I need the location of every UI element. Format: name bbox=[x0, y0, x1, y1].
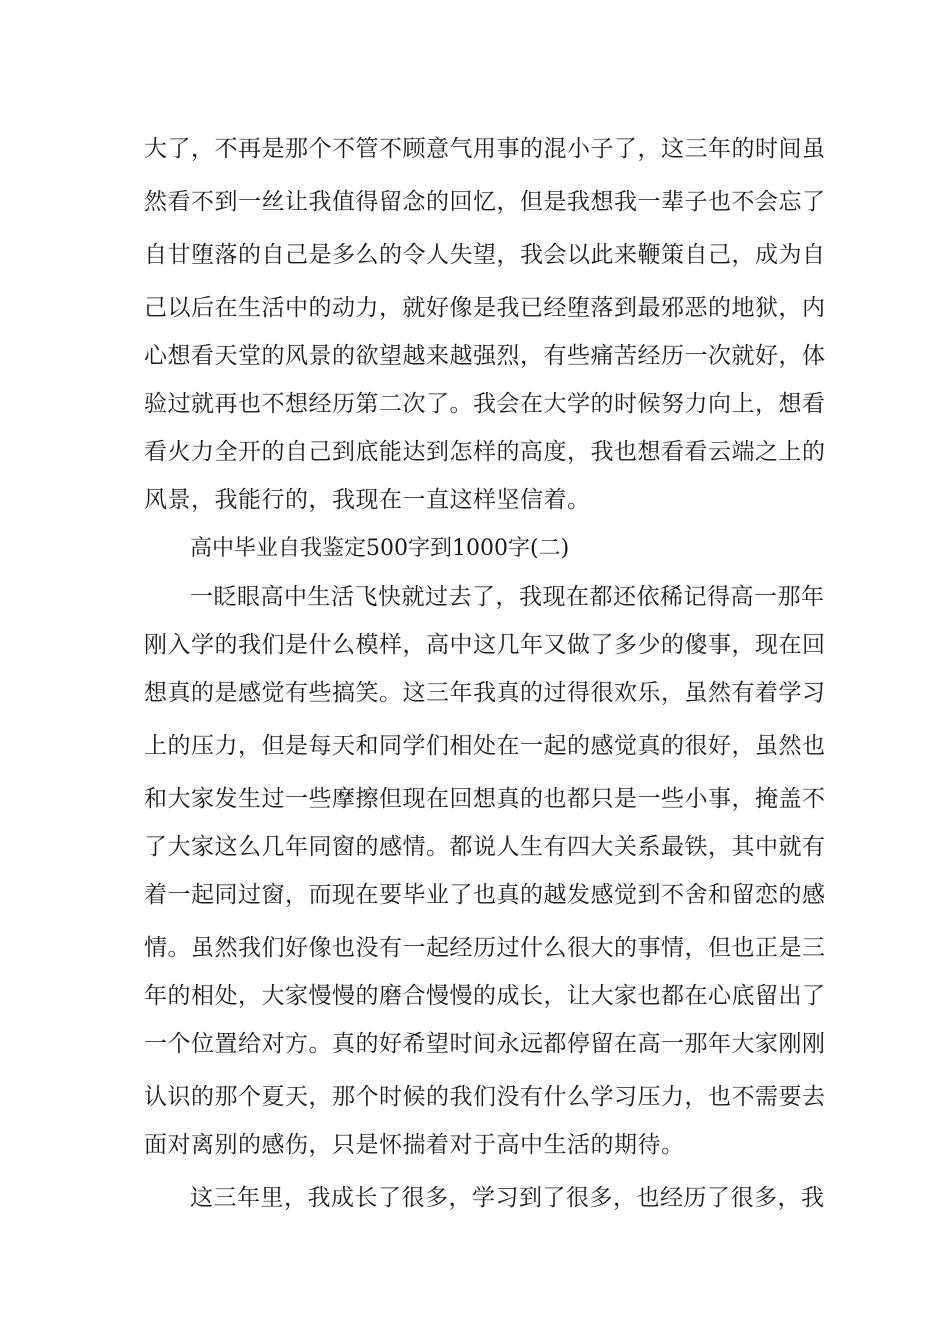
paragraph-1-line: 己以后在生活中的动力，就好像是我已经堕落到最邪恶的地狱，内 bbox=[144, 295, 826, 321]
paragraph-3-line: 这三年里，我成长了很多，学习到了很多，也经历了很多，我 bbox=[190, 1185, 825, 1211]
paragraph-1-line: 然看不到一丝让我值得留念的回忆，但是我想我一辈子也不会忘了 bbox=[144, 189, 826, 215]
paragraph-2-line: 和大家发生过一些摩擦但现在回想真的也都只是一些小事，掩盖不 bbox=[144, 786, 826, 812]
paragraph-2-line: 年的相处，大家慢慢的磨合慢慢的成长，让大家也都在心底留出了 bbox=[144, 983, 826, 1009]
paragraph-2-line: 了大家这么几年同窗的感情。都说人生有四大关系最铁，其中就有 bbox=[144, 834, 826, 860]
paragraph-2-line: 面对离别的感伤，只是怀揣着对于高中生活的期待。 bbox=[144, 1132, 685, 1158]
paragraph-2-line: 着一起同过窗，而现在要毕业了也真的越发感觉到不舍和留恋的感 bbox=[144, 882, 826, 908]
paragraph-1-line: 看火力全开的自己到底能达到怎样的高度，我也想看看云端之上的 bbox=[144, 439, 826, 465]
paragraph-1-line: 心想看天堂的风景的欲望越来越强烈，有些痛苦经历一次就好，体 bbox=[144, 343, 826, 369]
paragraph-2-line: 想真的是感觉有些搞笑。这三年我真的过得很欢乐，虽然有着学习 bbox=[144, 680, 826, 706]
paragraph-2-line: 认识的那个夏天，那个时候的我们没有什么学习压力，也不需要去 bbox=[144, 1084, 826, 1110]
paragraph-2-line: 上的压力，但是每天和同学们相处在一起的感觉真的很好，虽然也 bbox=[144, 733, 826, 759]
paragraph-2-line: 刚入学的我们是什么模样，高中这几年又做了多少的傻事，现在回 bbox=[144, 632, 826, 658]
paragraph-2-line: 情。虽然我们好像也没有一起经历过什么很大的事情，但也正是三 bbox=[144, 935, 826, 961]
paragraph-1-line: 大了，不再是那个不管不顾意气用事的混小子了，这三年的时间虽 bbox=[144, 136, 826, 162]
paragraph-2-line: 一个位置给对方。真的好希望时间永远都停留在高一那年大家刚刚 bbox=[144, 1031, 826, 1057]
paragraph-1-line: 风景，我能行的，我现在一直这样坚信着。 bbox=[144, 487, 591, 513]
paragraph-1-line: 自甘堕落的自己是多么的令人失望，我会以此来鞭策自己，成为自 bbox=[144, 242, 826, 268]
paragraph-1-line: 验过就再也不想经历第二次了。我会在大学的时候努力向上，想看 bbox=[144, 391, 826, 417]
section-heading: 高中毕业自我鉴定500字到1000字(二) bbox=[190, 536, 570, 561]
paragraph-2-line: 一眨眼高中生活飞快就过去了，我现在都还依稀记得高一那年 bbox=[190, 584, 825, 610]
